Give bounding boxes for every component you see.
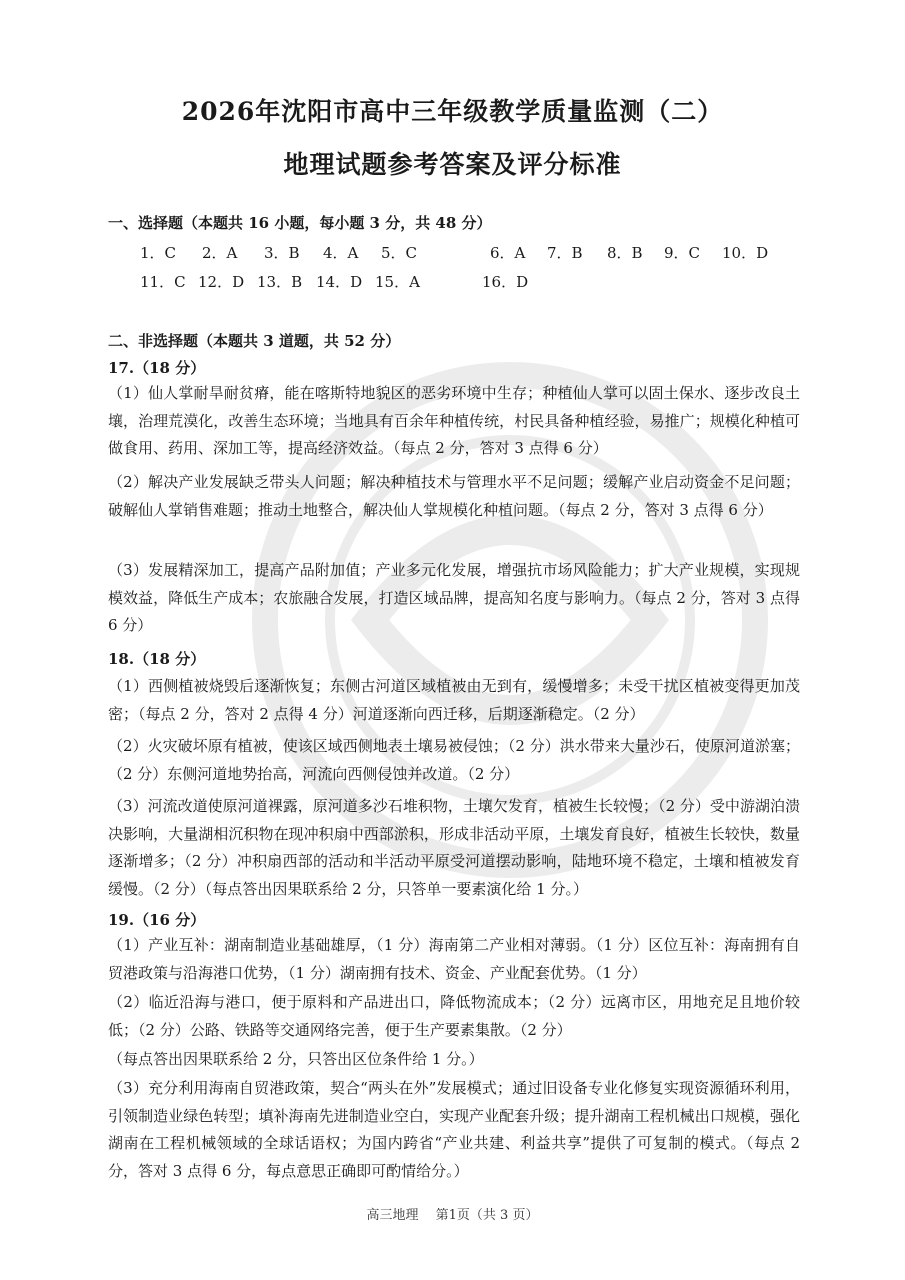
answer-item: 9．C: [664, 244, 701, 262]
question-18-part-1: （1）西侧植被烧毁后逐渐恢复；东侧古河道区域植被由无到有，缓慢增多；未受干扰区植被变得更加茂密；（每点 2 分，答对 2 点得 4 分）河道逐渐向西迁移，后期逐渐稳定。（2 分）: [108, 677, 800, 723]
page-footer: 高三地理 第1页（共 3 页）: [366, 1208, 539, 1223]
question-17-part-3: （3）发展精深加工，提高产品附加值；产业多元化发展，增强抗市场风险能力；扩大产业规模，实现规模效益，降低生产成本；农旅融合发展，打造区域品牌，提高知名度与影响力。（每点 2 分，答对 3 点得 6 分）: [108, 561, 800, 635]
answer-item: 1．C: [140, 244, 177, 262]
question-19-part-2: （2）临近沿海与港口，便于原料和产品进出口，降低物流成本；（2 分）远离市区，用地充足且地价较低；（2 分）公路、铁路等交通网络完善，便于生产要素集散。（2 分）: [108, 993, 800, 1039]
answer-item: 7．B: [547, 244, 583, 262]
question-19-part-1: （1）产业互补：湖南制造业基础雄厚，（1 分）海南第二产业相对薄弱。（1 分）区位互补：海南拥有自贸港政策与沿海港口优势，（1 分）湖南拥有技术、资金、产业配套优势。（1 分）: [108, 936, 800, 982]
question-19-heading: 19.（16 分）: [108, 911, 206, 929]
page-title: 2026年沈阳市高中三年级教学质量监测（二）: [181, 97, 724, 126]
answer-item: 15．A: [375, 273, 420, 291]
answer-item: 4．A: [323, 244, 359, 262]
answer-item: 11．C: [140, 273, 186, 291]
question-19-part-2-note: （每点答出因果联系给 2 分，只答出区位条件给 1 分。）: [108, 1050, 484, 1068]
question-17-heading: 17.（18 分）: [108, 359, 206, 377]
question-18-part-3: （3）河流改道使原河道裸露，原河道多沙石堆积物，土壤欠发育，植被生长较慢；（2 分）受中游湖泊溃决影响，大量湖相沉积物在现冲积扇中西部淤积，形成非活动平原，土壤发育良好，植被生长较快，数量逐渐增多；（2 分）冲积扇西部的活动和半活动平原受河道摆动影响，陆地环境不稳定，土壤和植被发育缓慢。（2 分）（每点答出因果联系给 2 分，只答单一要素演化给 1 分。）: [108, 797, 800, 898]
answer-item: 16．D: [482, 273, 529, 291]
question-18-heading: 18.（18 分）: [108, 650, 206, 668]
answer-item: 3．B: [264, 244, 300, 262]
answer-item: 5．C: [381, 244, 418, 262]
answer-item: 12．D: [198, 273, 245, 291]
question-19-part-3: （3）充分利用海南自贸港政策，契合“两头在外”发展模式；通过旧设备专业化修复实现资源循环利用，引领制造业绿色转型；填补海南先进制造业空白，实现产业配套升级；提升湖南工程机械出口规模，强化湖南在工程机械领域的全球话语权；为国内跨省“产业共建、利益共享”提供了可复制的模式。（每点 2 分，答对 3 点得 6 分，每点意思正确即可酌情给分。）: [108, 1079, 800, 1180]
page-subtitle: 地理试题参考答案及评分标准: [283, 150, 622, 179]
section2-heading: 二、非选择题（本题共 3 道题，共 52 分）: [108, 332, 401, 350]
answer-item: 14．D: [316, 273, 363, 291]
question-17-part-1: （1）仙人掌耐旱耐贫瘠，能在喀斯特地貌区的恶劣环境中生存；种植仙人掌可以固土保水、逐步改良土壤，治理荒漠化，改善生态环境；当地具有百余年种植传统，村民具备种植经验，易推广；规模化种植可做食用、药用、深加工等，提高经济效益。（每点 2 分，答对 3 点得 6 分）: [108, 384, 800, 458]
answer-item: 2．A: [202, 244, 238, 262]
question-18-part-2: （2）火灾破坏原有植被，使该区域西侧地表土壤易被侵蚀；（2 分）洪水带来大量沙石，使原河道淤塞；（2 分）东侧河道地势抬高，河流向西侧侵蚀并改道。（2 分）: [108, 737, 800, 783]
answer-item: 8．B: [607, 244, 643, 262]
answer-item: 13．B: [257, 273, 303, 291]
answer-item: 6．A: [490, 244, 526, 262]
answer-item: 10．D: [722, 244, 769, 262]
question-17-part-2: （2）解决产业发展缺乏带头人问题；解决种植技术与管理水平不足问题；缓解产业启动资金不足问题；破解仙人掌销售难题；推动土地整合，解决仙人掌规模化种植问题。（每点 2 分，答对 3 点得 6 分）: [108, 473, 800, 519]
section1-heading: 一、选择题（本题共 16 小题，每小题 3 分，共 48 分）: [108, 214, 492, 232]
